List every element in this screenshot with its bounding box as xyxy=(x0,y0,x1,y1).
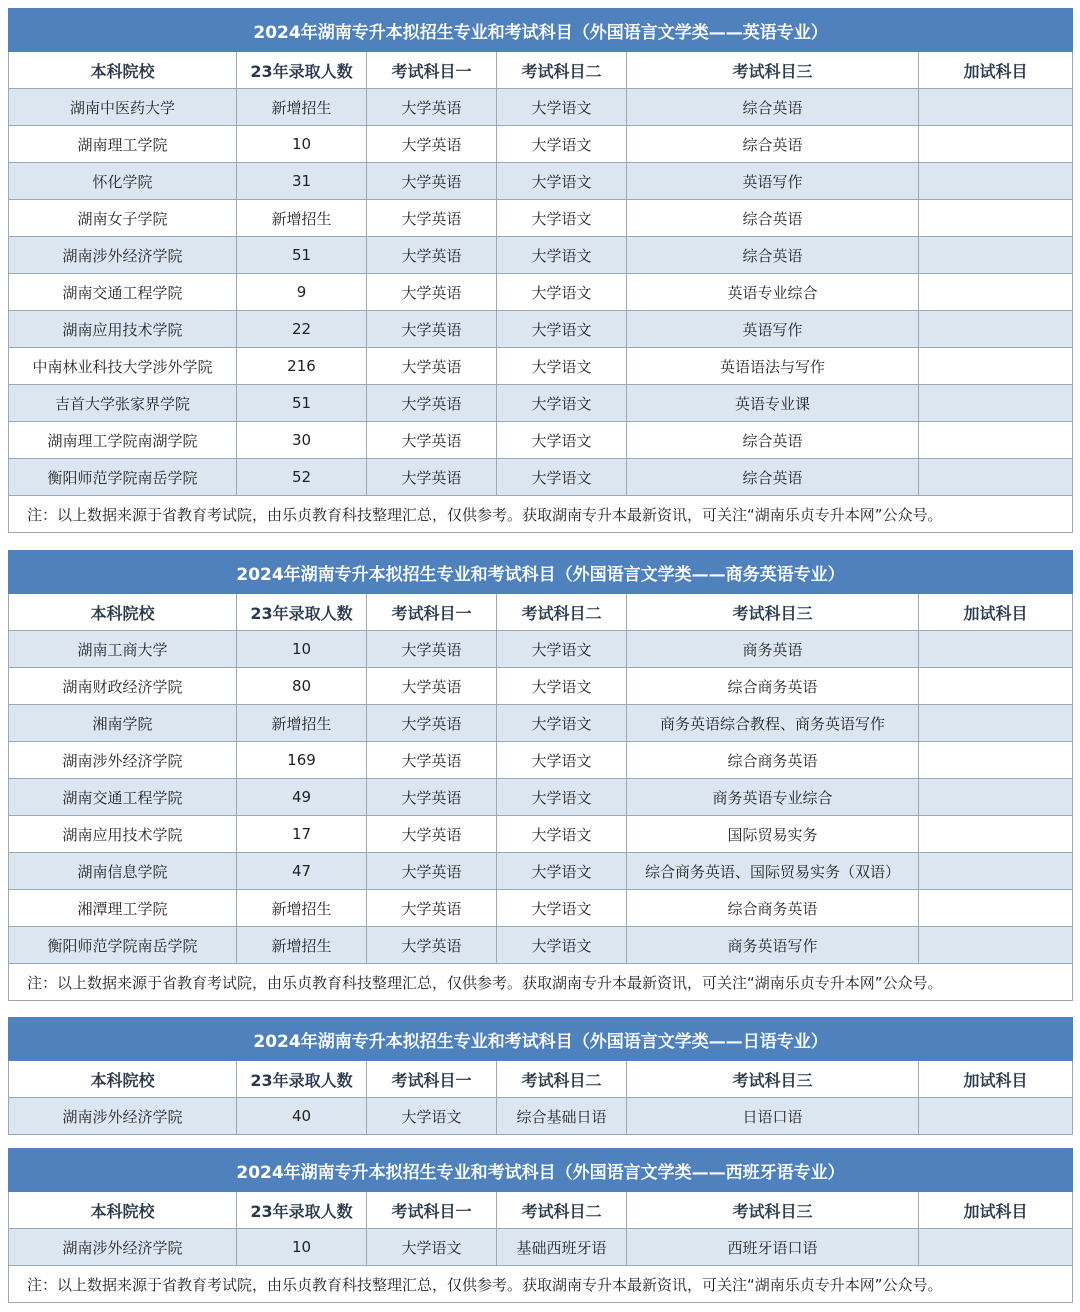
column-header: 23年录取人数 xyxy=(237,1192,367,1229)
table-row xyxy=(9,927,1073,964)
table-cell: 综合商务英语 xyxy=(627,890,919,927)
table-cell: 商务英语 xyxy=(627,631,919,668)
table-cell: 湖南财政经济学院 xyxy=(9,668,237,705)
column-header: 考试科目二 xyxy=(497,1061,627,1098)
table-cell xyxy=(919,927,1073,964)
table-cell: 大学英语 xyxy=(367,311,497,348)
table-cell: 英语专业综合 xyxy=(627,274,919,311)
table-cell: 国际贸易实务 xyxy=(627,816,919,853)
table-row xyxy=(9,853,1073,890)
table-cell: 大学语文 xyxy=(497,422,627,459)
table-row xyxy=(9,311,1073,348)
table-cell: 怀化学院 xyxy=(9,163,237,200)
column-header: 考试科目三 xyxy=(627,1061,919,1098)
table-cell: 大学语文 xyxy=(497,890,627,927)
table-cell xyxy=(919,1229,1073,1266)
table-cell: 综合商务英语 xyxy=(627,742,919,779)
table-cell: 新增招生 xyxy=(237,705,367,742)
table-cell: 大学语文 xyxy=(497,705,627,742)
table-cell xyxy=(919,237,1073,274)
table-cell: 大学英语 xyxy=(367,816,497,853)
table-row xyxy=(9,459,1073,496)
table-cell: 衡阳师范学院南岳学院 xyxy=(9,927,237,964)
table-cell: 湖南信息学院 xyxy=(9,853,237,890)
header-row xyxy=(9,1061,1073,1098)
table-cell: 大学英语 xyxy=(367,668,497,705)
table-row xyxy=(9,1229,1073,1266)
table-row xyxy=(9,89,1073,126)
table-cell: 9 xyxy=(237,274,367,311)
table-cell: 49 xyxy=(237,779,367,816)
table-cell: 大学语文 xyxy=(497,742,627,779)
table-cell: 大学语文 xyxy=(497,200,627,237)
table-cell: 英语写作 xyxy=(627,163,919,200)
table-cell xyxy=(919,311,1073,348)
table-cell: 新增招生 xyxy=(237,200,367,237)
section-2 xyxy=(8,550,1072,1001)
table-cell: 吉首大学张家界学院 xyxy=(9,385,237,422)
table-cell xyxy=(919,385,1073,422)
table-cell: 大学语文 xyxy=(497,348,627,385)
table-cell: 大学语文 xyxy=(497,163,627,200)
table-cell: 湖南涉外经济学院 xyxy=(9,237,237,274)
admission-table xyxy=(8,8,1073,533)
table-cell: 大学语文 xyxy=(497,459,627,496)
table-title: 2024年湖南专升本拟招生专业和考试科目（外国语言文学类——日语专业） xyxy=(9,1018,1073,1061)
table-cell xyxy=(919,89,1073,126)
table-cell: 大学语文 xyxy=(497,89,627,126)
table-cell: 大学英语 xyxy=(367,348,497,385)
table-cell xyxy=(919,668,1073,705)
table-row xyxy=(9,237,1073,274)
table-cell: 商务英语写作 xyxy=(627,927,919,964)
table-cell xyxy=(919,163,1073,200)
table-cell: 216 xyxy=(237,348,367,385)
table-cell xyxy=(919,1098,1073,1135)
admission-table xyxy=(8,1148,1073,1303)
admission-table xyxy=(8,1017,1073,1135)
table-cell: 综合商务英语 xyxy=(627,668,919,705)
table-cell xyxy=(919,631,1073,668)
column-header: 23年录取人数 xyxy=(237,52,367,89)
table-cell: 大学英语 xyxy=(367,200,497,237)
table-cell: 大学英语 xyxy=(367,631,497,668)
table-cell: 大学英语 xyxy=(367,422,497,459)
column-header: 考试科目二 xyxy=(497,52,627,89)
table-cell: 湖南中医药大学 xyxy=(9,89,237,126)
column-header: 本科院校 xyxy=(9,1192,237,1229)
table-cell: 综合基础日语 xyxy=(497,1098,627,1135)
table-cell: 大学英语 xyxy=(367,742,497,779)
table-cell: 中南林业科技大学涉外学院 xyxy=(9,348,237,385)
table-cell xyxy=(919,422,1073,459)
table-row xyxy=(9,126,1073,163)
table-cell: 新增招生 xyxy=(237,89,367,126)
table-cell: 大学语文 xyxy=(497,311,627,348)
table-cell: 湖南涉外经济学院 xyxy=(9,742,237,779)
table-cell: 大学语文 xyxy=(367,1229,497,1266)
table-cell: 10 xyxy=(237,1229,367,1266)
section-3 xyxy=(8,1017,1072,1135)
column-header: 考试科目一 xyxy=(367,52,497,89)
table-cell xyxy=(919,274,1073,311)
table-cell: 31 xyxy=(237,163,367,200)
table-cell: 综合商务英语、国际贸易实务（双语） xyxy=(627,853,919,890)
table-row xyxy=(9,668,1073,705)
table-cell: 大学语文 xyxy=(497,631,627,668)
column-header: 本科院校 xyxy=(9,1061,237,1098)
table-cell: 英语语法与写作 xyxy=(627,348,919,385)
section-1 xyxy=(8,8,1072,533)
table-cell: 大学语文 xyxy=(497,853,627,890)
table-cell: 大学英语 xyxy=(367,779,497,816)
table-cell: 51 xyxy=(237,237,367,274)
table-cell xyxy=(919,348,1073,385)
table-cell: 湖南理工学院南湖学院 xyxy=(9,422,237,459)
table-title: 2024年湖南专升本拟招生专业和考试科目（外国语言文学类——英语专业） xyxy=(9,9,1073,52)
table-cell xyxy=(919,853,1073,890)
table-cell: 商务英语综合教程、商务英语写作 xyxy=(627,705,919,742)
table-cell: 17 xyxy=(237,816,367,853)
table-cell: 大学语文 xyxy=(497,668,627,705)
table-row xyxy=(9,385,1073,422)
column-header: 本科院校 xyxy=(9,594,237,631)
table-cell: 湖南涉外经济学院 xyxy=(9,1098,237,1135)
column-header: 考试科目三 xyxy=(627,1192,919,1229)
column-header: 考试科目二 xyxy=(497,1192,627,1229)
table-cell: 基础西班牙语 xyxy=(497,1229,627,1266)
table-row xyxy=(9,274,1073,311)
table-cell xyxy=(919,705,1073,742)
admission-table xyxy=(8,550,1073,1001)
column-header: 考试科目一 xyxy=(367,1061,497,1098)
table-cell: 英语专业课 xyxy=(627,385,919,422)
table-cell: 10 xyxy=(237,126,367,163)
table-cell: 22 xyxy=(237,311,367,348)
table-cell: 综合英语 xyxy=(627,422,919,459)
table-cell: 10 xyxy=(237,631,367,668)
table-cell: 大学英语 xyxy=(367,890,497,927)
table-cell: 大学英语 xyxy=(367,237,497,274)
table-cell: 80 xyxy=(237,668,367,705)
table-cell: 商务英语专业综合 xyxy=(627,779,919,816)
table-row xyxy=(9,422,1073,459)
table-cell: 综合英语 xyxy=(627,126,919,163)
table-note: 注：以上数据来源于省教育考试院，由乐贞教育科技整理汇总，仅供参考。获取湖南专升本最新资讯，可关注“湖南乐贞专升本网”公众号。 xyxy=(9,496,1073,533)
table-cell: 大学语文 xyxy=(497,779,627,816)
column-header: 23年录取人数 xyxy=(237,1061,367,1098)
table-cell: 综合英语 xyxy=(627,89,919,126)
table-cell: 大学语文 xyxy=(497,126,627,163)
table-cell: 大学语文 xyxy=(497,816,627,853)
table-row xyxy=(9,890,1073,927)
table-cell: 大学英语 xyxy=(367,89,497,126)
table-cell: 51 xyxy=(237,385,367,422)
column-header: 考试科目二 xyxy=(497,594,627,631)
table-cell: 大学英语 xyxy=(367,126,497,163)
table-row xyxy=(9,348,1073,385)
table-cell: 大学语文 xyxy=(497,237,627,274)
table-cell: 大学英语 xyxy=(367,705,497,742)
table-row xyxy=(9,1098,1073,1135)
table-cell xyxy=(919,779,1073,816)
column-header: 考试科目三 xyxy=(627,594,919,631)
column-header: 考试科目一 xyxy=(367,1192,497,1229)
table-cell: 湖南交通工程学院 xyxy=(9,779,237,816)
table-row xyxy=(9,163,1073,200)
table-cell xyxy=(919,459,1073,496)
column-header: 加试科目 xyxy=(919,52,1073,89)
column-header: 本科院校 xyxy=(9,52,237,89)
table-cell xyxy=(919,816,1073,853)
header-row xyxy=(9,52,1073,89)
table-cell: 大学语文 xyxy=(367,1098,497,1135)
table-cell: 综合英语 xyxy=(627,200,919,237)
table-cell: 新增招生 xyxy=(237,890,367,927)
table-cell: 大学英语 xyxy=(367,927,497,964)
table-cell: 衡阳师范学院南岳学院 xyxy=(9,459,237,496)
table-row xyxy=(9,816,1073,853)
table-cell: 40 xyxy=(237,1098,367,1135)
table-row xyxy=(9,200,1073,237)
table-row xyxy=(9,631,1073,668)
table-cell xyxy=(919,126,1073,163)
table-cell: 47 xyxy=(237,853,367,890)
table-cell: 湘南学院 xyxy=(9,705,237,742)
table-cell: 169 xyxy=(237,742,367,779)
table-row xyxy=(9,742,1073,779)
table-cell: 日语口语 xyxy=(627,1098,919,1135)
table-cell: 湖南应用技术学院 xyxy=(9,311,237,348)
table-cell: 综合英语 xyxy=(627,237,919,274)
table-cell: 西班牙语口语 xyxy=(627,1229,919,1266)
table-cell: 英语写作 xyxy=(627,311,919,348)
section-4 xyxy=(8,1148,1072,1303)
table-cell: 湖南涉外经济学院 xyxy=(9,1229,237,1266)
table-cell: 湖南应用技术学院 xyxy=(9,816,237,853)
table-cell: 综合英语 xyxy=(627,459,919,496)
column-header: 23年录取人数 xyxy=(237,594,367,631)
column-header: 加试科目 xyxy=(919,1192,1073,1229)
table-note: 注：以上数据来源于省教育考试院，由乐贞教育科技整理汇总，仅供参考。获取湖南专升本最新资讯，可关注“湖南乐贞专升本网”公众号。 xyxy=(9,964,1073,1001)
table-cell: 湖南女子学院 xyxy=(9,200,237,237)
table-cell: 大学英语 xyxy=(367,459,497,496)
table-cell: 湘潭理工学院 xyxy=(9,890,237,927)
table-row xyxy=(9,779,1073,816)
header-row xyxy=(9,594,1073,631)
table-cell: 大学英语 xyxy=(367,385,497,422)
table-cell: 新增招生 xyxy=(237,927,367,964)
table-cell: 大学英语 xyxy=(367,853,497,890)
table-title: 2024年湖南专升本拟招生专业和考试科目（外国语言文学类——商务英语专业） xyxy=(9,551,1073,594)
column-header: 考试科目三 xyxy=(627,52,919,89)
header-row xyxy=(9,1192,1073,1229)
table-cell: 大学语文 xyxy=(497,385,627,422)
table-cell: 大学语文 xyxy=(497,927,627,964)
table-cell: 大学英语 xyxy=(367,163,497,200)
table-cell xyxy=(919,742,1073,779)
column-header: 加试科目 xyxy=(919,1061,1073,1098)
table-cell: 大学英语 xyxy=(367,274,497,311)
table-cell: 30 xyxy=(237,422,367,459)
table-note: 注：以上数据来源于省教育考试院，由乐贞教育科技整理汇总，仅供参考。获取湖南专升本最新资讯，可关注“湖南乐贞专升本网”公众号。 xyxy=(9,1266,1073,1303)
table-cell: 湖南工商大学 xyxy=(9,631,237,668)
table-cell xyxy=(919,200,1073,237)
table-row xyxy=(9,705,1073,742)
column-header: 考试科目一 xyxy=(367,594,497,631)
column-header: 加试科目 xyxy=(919,594,1073,631)
table-title: 2024年湖南专升本拟招生专业和考试科目（外国语言文学类——西班牙语专业） xyxy=(9,1149,1073,1192)
table-cell xyxy=(919,890,1073,927)
table-cell: 52 xyxy=(237,459,367,496)
table-cell: 大学语文 xyxy=(497,274,627,311)
table-cell: 湖南理工学院 xyxy=(9,126,237,163)
table-cell: 湖南交通工程学院 xyxy=(9,274,237,311)
